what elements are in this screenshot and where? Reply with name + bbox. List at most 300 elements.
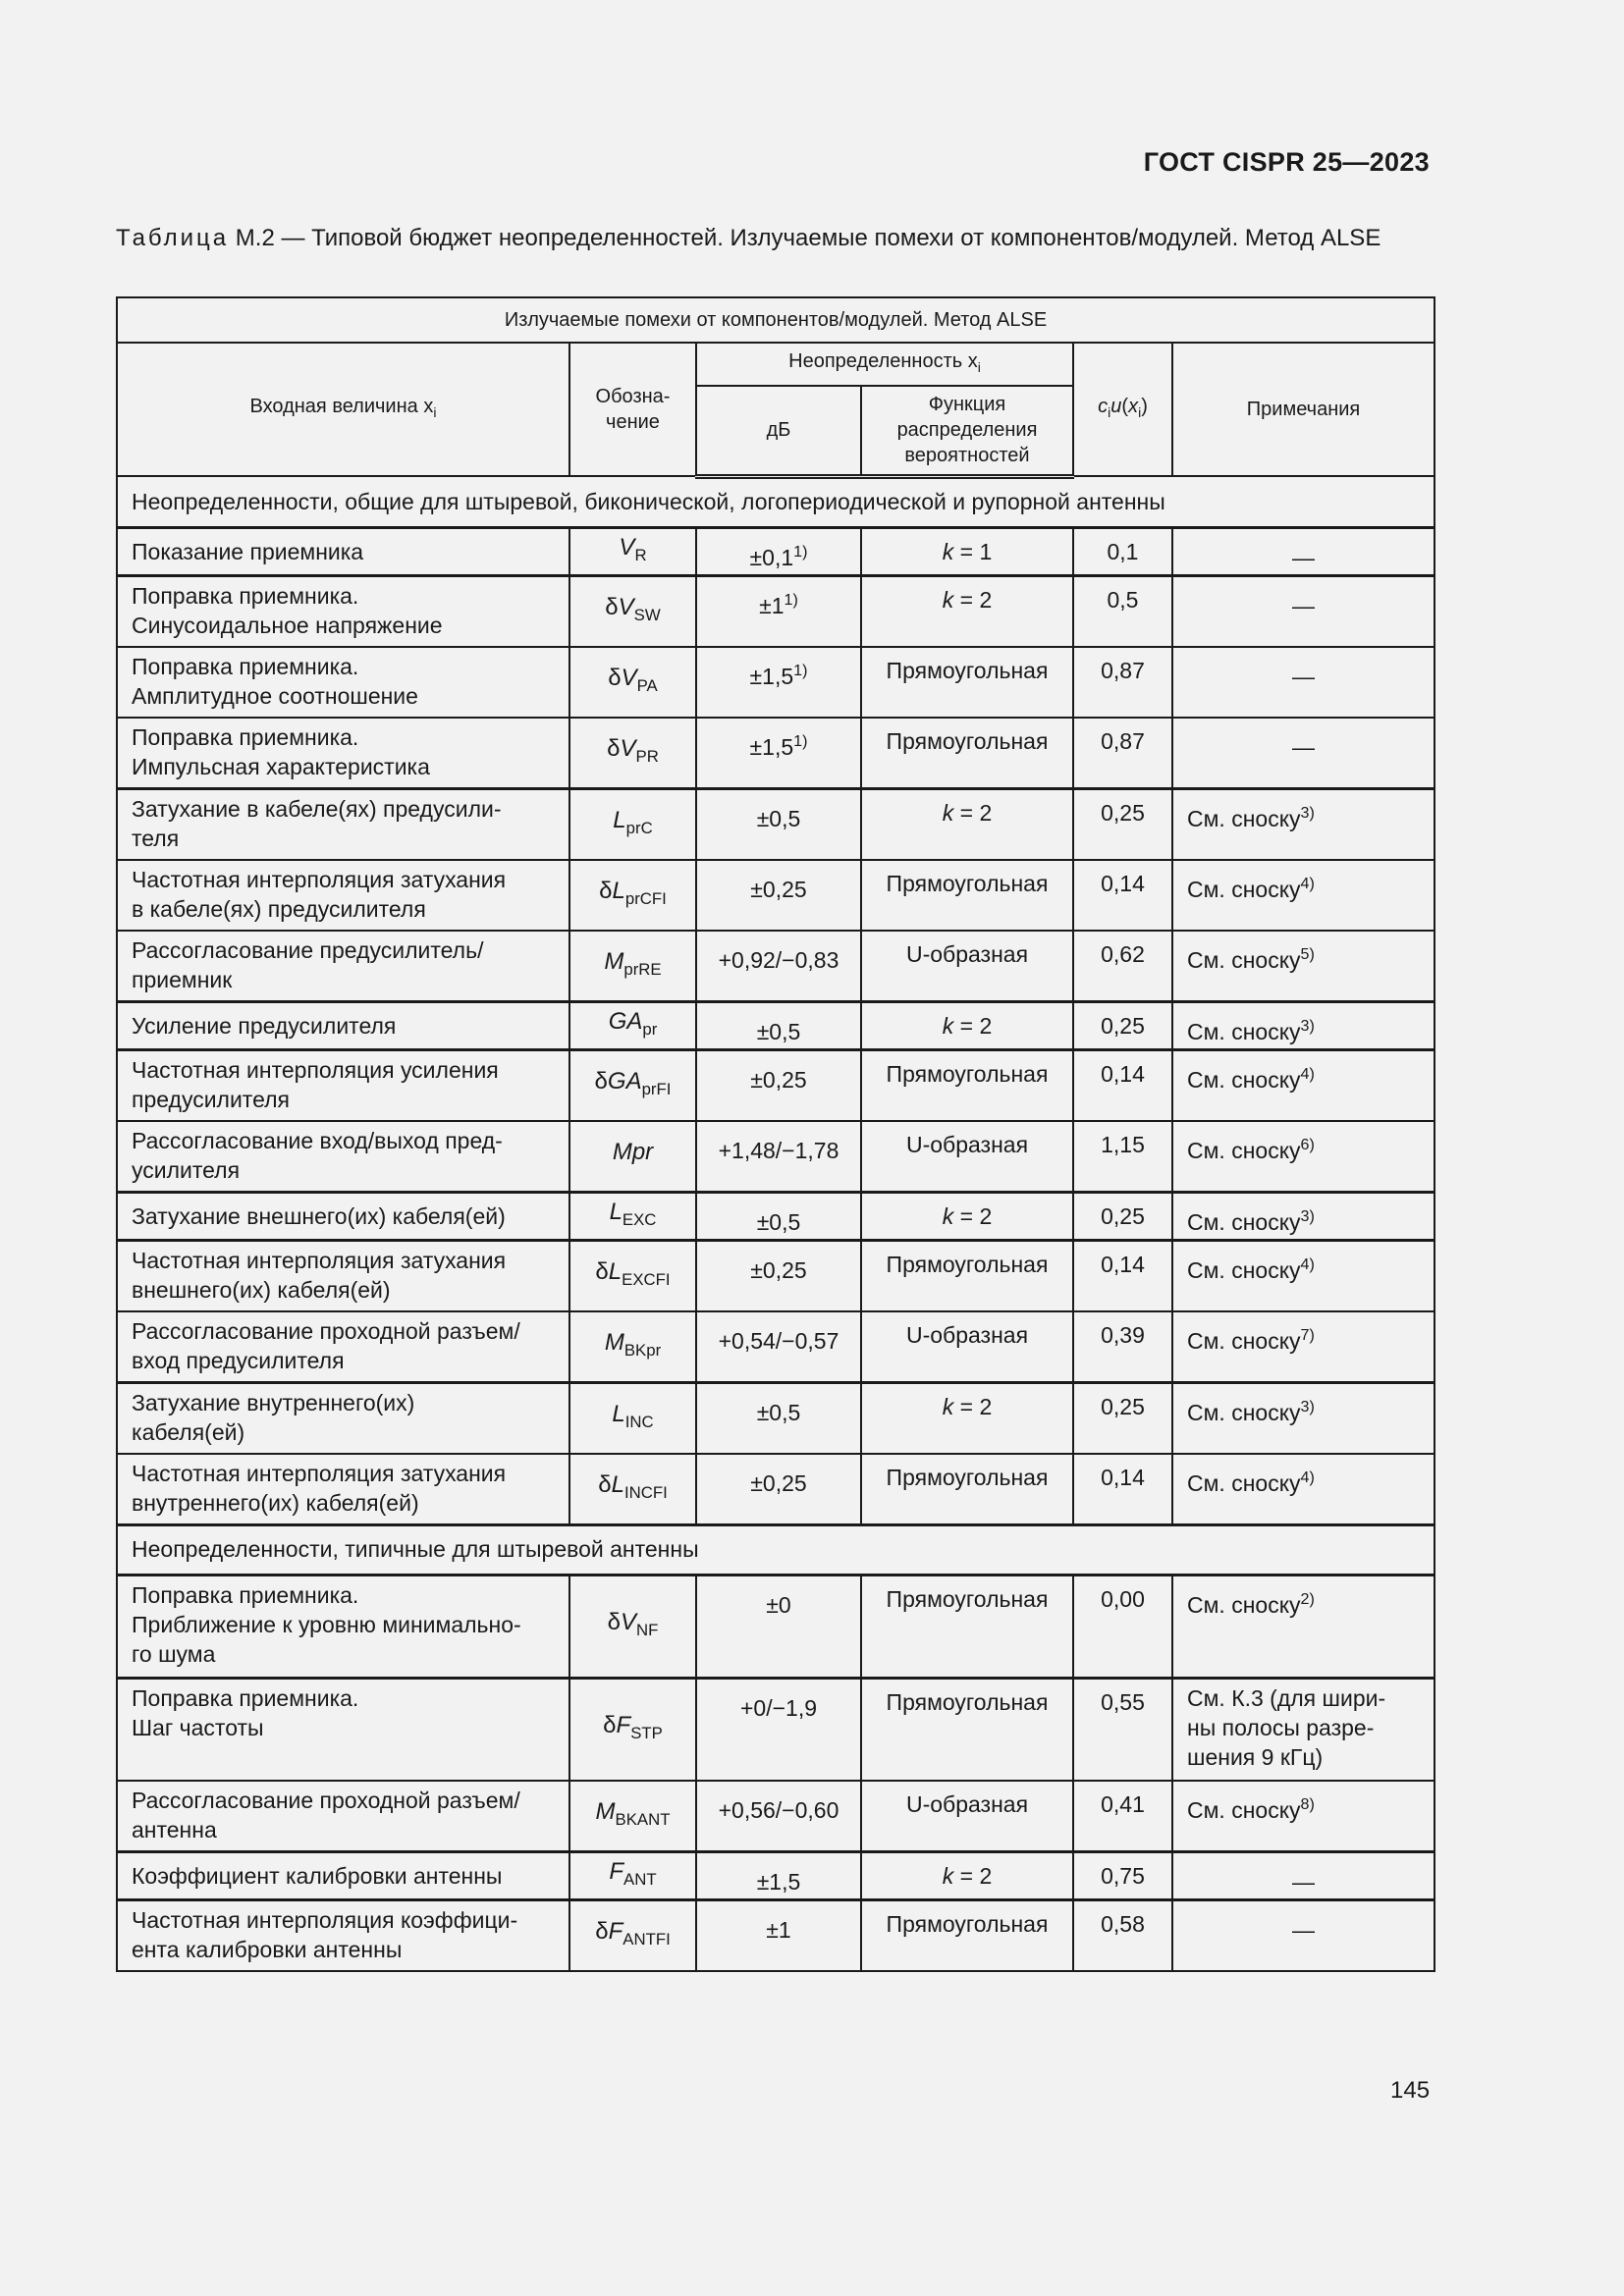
notes-cell	[1172, 931, 1435, 1002]
distribution-cell: Прямоугольная	[861, 647, 1073, 718]
designation-cell	[569, 1454, 696, 1525]
uncertainty-value: ±0,1	[749, 544, 794, 570]
symbol-subscript: PR	[635, 746, 659, 766]
symbol: Mpr	[612, 1138, 654, 1165]
distribution-cell: k = 2	[861, 788, 1073, 860]
uncertainty-value: ±1,5	[749, 663, 794, 689]
distribution-cell: U-образная	[861, 931, 1073, 1002]
table-row	[117, 1001, 1435, 1049]
uncertainty-value: +0,92/−0,83	[718, 946, 839, 973]
uncertainty-db-cell	[696, 1382, 861, 1454]
uncertainty-value: ±0,25	[750, 1469, 807, 1496]
input-quantity-line: Поправка приемника.	[132, 1684, 359, 1711]
input-quantity-line: Усиление предусилителя	[132, 1012, 397, 1039]
delta-prefix: δ	[607, 1608, 621, 1635]
symbol-subscript: INC	[624, 1412, 654, 1431]
input-quantity-line: приемник	[132, 966, 233, 992]
uncertainty-budget-table	[116, 296, 1435, 1972]
k-factor-symbol: k	[942, 1012, 954, 1039]
symbol-subscript: SW	[633, 605, 661, 624]
input-quantity-cell	[117, 1240, 569, 1311]
uncertainty-db-cell	[696, 718, 861, 789]
table-row	[117, 1382, 1435, 1454]
ci-u-cell: 0,14	[1073, 1240, 1172, 1311]
input-quantity-line: Приближение к уровню минимально-	[132, 1611, 521, 1637]
symbol: V	[619, 533, 635, 561]
symbol: F	[608, 1917, 623, 1945]
note-text: См. сноску	[1187, 876, 1301, 902]
footnote-ref: 3)	[1300, 803, 1315, 822]
symbol: V	[620, 1608, 636, 1635]
note-text: См. сноску	[1187, 946, 1301, 973]
ci-u-cell: 0,62	[1073, 931, 1172, 1002]
k-factor-symbol: k	[942, 1862, 954, 1889]
footnote-ref: 3)	[1300, 1206, 1315, 1225]
symbol: V	[621, 664, 637, 691]
footnote-ref: 3)	[1300, 1016, 1315, 1035]
uncertainty-value: ±1,5	[756, 1868, 801, 1895]
symbol: F	[616, 1711, 631, 1738]
uncertainty-db-cell	[696, 1454, 861, 1525]
input-quantity-line: теля	[132, 825, 180, 851]
table-row	[117, 1121, 1435, 1193]
uncertainty-value: ±0,5	[756, 805, 801, 831]
footnote-ref: 1)	[793, 731, 808, 750]
table-row	[117, 931, 1435, 1002]
input-quantity-line: Частотная интерполяция коэффици-	[132, 1906, 518, 1933]
input-quantity-line: Синусоидальное напряжение	[132, 612, 443, 638]
symbol: L	[612, 1400, 625, 1427]
note-text: См. сноску	[1187, 1796, 1301, 1823]
symbol-subscript: prRE	[623, 959, 662, 979]
note-text: —	[1292, 1916, 1316, 1943]
footnote-ref: 1)	[784, 590, 798, 609]
notes-cell	[1172, 1240, 1435, 1311]
input-quantity-line: ента калибровки антенны	[132, 1936, 403, 1962]
input-quantity-line: Частотная интерполяция затухания	[132, 1460, 507, 1486]
designation-cell	[569, 1575, 696, 1678]
input-quantity-cell	[117, 1851, 569, 1899]
k-factor-symbol: k	[942, 1393, 954, 1419]
symbol: GA	[608, 1007, 643, 1035]
input-quantity-line: Частотная интерполяция затухания	[132, 866, 507, 892]
notes-cell	[1172, 1575, 1435, 1678]
header-uncertainty: Неопределенность $x_i$	[696, 343, 1073, 386]
input-quantity-line: внешнего(их) кабеля(ей)	[132, 1276, 391, 1303]
symbol-subscript: EXCFI	[622, 1269, 671, 1289]
input-quantity-cell	[117, 1049, 569, 1121]
note-text: —	[1292, 733, 1316, 760]
symbol: M	[604, 1328, 624, 1356]
table-row	[117, 1575, 1435, 1678]
input-quantity-line: Поправка приемника.	[132, 723, 359, 750]
note-text: См. сноску	[1187, 1327, 1301, 1354]
delta-prefix: δ	[598, 1470, 612, 1498]
ci-u-cell: 0,25	[1073, 788, 1172, 860]
ci-u-cell: 0,14	[1073, 1454, 1172, 1525]
uncertainty-value: +0,56/−0,60	[718, 1796, 839, 1823]
table-row	[117, 1049, 1435, 1121]
input-quantity-cell	[117, 1001, 569, 1049]
uncertainty-db-cell	[696, 1121, 861, 1193]
notes-cell	[1172, 1121, 1435, 1193]
distribution-cell: U-образная	[861, 1311, 1073, 1383]
delta-prefix: δ	[605, 593, 619, 620]
note-text: См. сноску	[1187, 1208, 1301, 1235]
footnote-ref: 6)	[1300, 1135, 1315, 1153]
ci-u-cell: 0,25	[1073, 1001, 1172, 1049]
distribution-cell: U-образная	[861, 1121, 1073, 1193]
input-quantity-line: Рассогласование вход/выход пред-	[132, 1127, 503, 1153]
uncertainty-db-cell	[696, 647, 861, 718]
notes-cell	[1172, 788, 1435, 860]
input-quantity-line: Поправка приемника.	[132, 1581, 359, 1608]
uncertainty-db-cell	[696, 1851, 861, 1899]
caption-text: М.2 — Типовой бюджет неопределенностей. Излучаемые помехи от компонентов/модулей. Метод ALSE	[235, 225, 1381, 251]
symbol: L	[611, 1470, 624, 1498]
symbol-subscript: BKANT	[615, 1809, 671, 1829]
input-quantity-cell	[117, 1781, 569, 1852]
notes-cell	[1172, 1382, 1435, 1454]
input-quantity-cell	[117, 1121, 569, 1193]
uncertainty-db-cell	[696, 860, 861, 931]
header-designation: Обозна- чение	[569, 343, 696, 476]
input-quantity-line: Частотная интерполяция затухания	[132, 1247, 507, 1273]
ci-u-cell: 0,55	[1073, 1678, 1172, 1781]
distribution-cell: Прямоугольная	[861, 1454, 1073, 1525]
notes-cell	[1172, 647, 1435, 718]
designation-cell	[569, 1192, 696, 1240]
input-quantity-cell	[117, 1382, 569, 1454]
ci-u-cell: 0,41	[1073, 1781, 1172, 1852]
symbol: L	[612, 877, 625, 904]
designation-cell	[569, 1382, 696, 1454]
notes-cell	[1172, 718, 1435, 789]
notes-cell	[1172, 1678, 1435, 1781]
table-row	[117, 575, 1435, 647]
uncertainty-value: ±0,25	[750, 1066, 807, 1093]
input-quantity-line: Коэффициент калибровки антенны	[132, 1862, 503, 1889]
input-quantity-line: усилителя	[132, 1156, 241, 1183]
uncertainty-value: ±0,25	[750, 876, 807, 902]
input-quantity-line: го шума	[132, 1640, 216, 1667]
designation-cell	[569, 1121, 696, 1193]
table-row	[117, 1781, 1435, 1852]
uncertainty-value: +0/−1,9	[739, 1694, 818, 1721]
footnote-ref: 3)	[1300, 1397, 1315, 1415]
header-db: дБ	[696, 386, 861, 476]
uncertainty-db-cell	[696, 527, 861, 575]
input-quantity-line: предусилителя	[132, 1086, 290, 1112]
distribution-cell: k = 2	[861, 1851, 1073, 1899]
section-row	[117, 1524, 1435, 1575]
uncertainty-value: ±1,5	[749, 733, 794, 760]
symbol: M	[604, 947, 624, 975]
notes-cell	[1172, 860, 1435, 931]
k-factor-symbol: k	[942, 799, 954, 826]
footnote-ref: 4)	[1300, 1468, 1315, 1486]
table-row	[117, 1678, 1435, 1781]
uncertainty-db-cell	[696, 575, 861, 647]
input-quantity-line: Рассогласование проходной разъем/	[132, 1787, 520, 1813]
distribution-cell: k = 2	[861, 575, 1073, 647]
ci-u-cell: 0,25	[1073, 1192, 1172, 1240]
ci-u-cell: 0,00	[1073, 1575, 1172, 1678]
symbol-subscript: ANTFI	[623, 1929, 671, 1949]
note-text: —	[1292, 1868, 1316, 1895]
uncertainty-db-cell	[696, 1192, 861, 1240]
ci-u-cell: 0,25	[1073, 1382, 1172, 1454]
k-factor-symbol: k	[942, 1202, 954, 1229]
note-text: —	[1292, 663, 1316, 689]
ci-u-cell: 1,15	[1073, 1121, 1172, 1193]
designation-cell	[569, 1240, 696, 1311]
distribution-cell: Прямоугольная	[861, 1899, 1073, 1971]
distribution-cell: U-образная	[861, 1781, 1073, 1852]
symbol-subscript: BKpr	[623, 1340, 662, 1360]
input-quantity-line: Частотная интерполяция усиления	[132, 1056, 499, 1083]
designation-cell	[569, 718, 696, 789]
input-quantity-line: вход предусилителя	[132, 1347, 345, 1373]
input-quantity-line: Рассогласование проходной разъем/	[132, 1317, 520, 1344]
input-quantity-line: Амплитудное соотношение	[132, 682, 418, 709]
symbol-subscript: prC	[625, 818, 653, 837]
note-text: См. сноску	[1187, 1137, 1301, 1163]
delta-prefix: δ	[607, 734, 621, 762]
distribution-cell: Прямоугольная	[861, 860, 1073, 931]
delta-prefix: δ	[595, 1257, 609, 1285]
notes-cell	[1172, 527, 1435, 575]
input-quantity-cell	[117, 527, 569, 575]
uncertainty-db-cell	[696, 1240, 861, 1311]
input-quantity-cell	[117, 860, 569, 931]
input-quantity-line: Рассогласование предусилитель/	[132, 936, 484, 963]
input-quantity-cell	[117, 1678, 569, 1781]
input-quantity-line: внутреннего(их) кабеля(ей)	[132, 1489, 419, 1516]
table-row	[117, 1851, 1435, 1899]
k-factor-symbol: k	[942, 586, 954, 613]
uncertainty-value: +1,48/−1,78	[718, 1137, 839, 1163]
designation-cell	[569, 1851, 696, 1899]
distribution-cell: k = 2	[861, 1382, 1073, 1454]
notes-cell	[1172, 1851, 1435, 1899]
uncertainty-value: ±1	[759, 592, 785, 618]
table-row	[117, 788, 1435, 860]
input-quantity-cell	[117, 1311, 569, 1383]
uncertainty-value: ±0,5	[756, 1018, 801, 1044]
symbol: V	[618, 593, 634, 620]
uncertainty-db-cell	[696, 1311, 861, 1383]
input-quantity-cell	[117, 1575, 569, 1678]
designation-cell	[569, 860, 696, 931]
footnote-ref: 5)	[1300, 944, 1315, 963]
distribution-cell: k = 1	[861, 527, 1073, 575]
designation-cell	[569, 575, 696, 647]
delta-prefix: δ	[599, 877, 613, 904]
symbol-subscript: prCFI	[624, 888, 667, 908]
table-row	[117, 1899, 1435, 1971]
notes-cell	[1172, 1781, 1435, 1852]
footnote-ref: 1)	[793, 661, 808, 679]
symbol-subscript: pr	[642, 1019, 658, 1039]
footnote-ref: 1)	[793, 542, 808, 561]
symbol: F	[609, 1857, 624, 1885]
symbol-subscript: NF	[636, 1620, 659, 1639]
page-number: 145	[1390, 2077, 1431, 2104]
delta-prefix: δ	[595, 1917, 609, 1945]
note-line: См. К.3 (для шири-	[1187, 1684, 1386, 1711]
k-factor-symbol: k	[942, 538, 954, 564]
symbol-subscript: PA	[636, 675, 658, 695]
note-text: —	[1292, 592, 1316, 618]
input-quantity-line: Затухание в кабеле(ях) предусили-	[132, 795, 502, 822]
distribution-cell: k = 2	[861, 1192, 1073, 1240]
designation-cell	[569, 788, 696, 860]
header-ci: $c_iu(x_i)$	[1073, 343, 1172, 476]
input-quantity-line: Поправка приемника.	[132, 653, 359, 679]
designation-cell	[569, 1049, 696, 1121]
input-quantity-cell	[117, 718, 569, 789]
note-text: См. сноску	[1187, 805, 1301, 831]
input-quantity-line: Затухание внутреннего(их)	[132, 1389, 415, 1415]
input-quantity-line: Поправка приемника.	[132, 582, 359, 609]
table-row	[117, 860, 1435, 931]
ci-u-cell: 0,14	[1073, 860, 1172, 931]
header-notes: Примечания	[1172, 343, 1435, 476]
uncertainty-db-cell	[696, 788, 861, 860]
notes-cell	[1172, 1899, 1435, 1971]
symbol: L	[613, 806, 626, 833]
table-row	[117, 1240, 1435, 1311]
notes-cell	[1172, 1049, 1435, 1121]
note-line: ны полосы разре-	[1187, 1714, 1375, 1740]
distribution-cell: Прямоугольная	[861, 1678, 1073, 1781]
footnote-ref: 7)	[1300, 1325, 1315, 1344]
ci-u-cell: 0,87	[1073, 647, 1172, 718]
table-row	[117, 647, 1435, 718]
uncertainty-db-cell	[696, 1049, 861, 1121]
input-quantity-cell	[117, 931, 569, 1002]
input-quantity-line: Импульсная характеристика	[132, 753, 430, 779]
table-title: Излучаемые помехи от компонентов/модулей. Метод ALSE	[117, 297, 1435, 343]
input-quantity-cell	[117, 1454, 569, 1525]
notes-cell	[1172, 1311, 1435, 1383]
notes-cell	[1172, 1454, 1435, 1525]
footnote-ref: 4)	[1300, 1255, 1315, 1273]
designation-cell	[569, 1311, 696, 1383]
uncertainty-value: ±0	[766, 1591, 791, 1618]
note-text: См. сноску	[1187, 1399, 1301, 1425]
symbol: M	[595, 1797, 616, 1825]
symbol: GA	[607, 1067, 642, 1095]
note-text: См. сноску	[1187, 1066, 1301, 1093]
footnote-ref: 2)	[1300, 1589, 1315, 1608]
symbol-subscript: prFI	[641, 1079, 672, 1098]
uncertainty-value: ±1	[766, 1916, 791, 1943]
ci-u-cell: 0,14	[1073, 1049, 1172, 1121]
document-code: ГОСТ CISPR 25—2023	[1143, 147, 1430, 177]
uncertainty-value: +0,54/−0,57	[718, 1327, 839, 1354]
input-quantity-cell	[117, 647, 569, 718]
distribution-cell: Прямоугольная	[861, 1575, 1073, 1678]
input-quantity-cell	[117, 1899, 569, 1971]
distribution-cell: Прямоугольная	[861, 718, 1073, 789]
input-quantity-line: кабеля(ей)	[132, 1418, 245, 1445]
distribution-cell: k = 2	[861, 1001, 1073, 1049]
table-caption	[116, 224, 1432, 253]
notes-cell	[1172, 575, 1435, 647]
note-text: См. сноску	[1187, 1256, 1301, 1283]
header-input: Входная величина $x_i$	[117, 343, 569, 476]
ci-u-cell: 0,87	[1073, 718, 1172, 789]
input-quantity-line: Шаг частоты	[132, 1714, 264, 1740]
ci-u-cell: 0,1	[1073, 527, 1172, 575]
section-title: Неопределенности, общие для штыревой, биконической, логопериодической и рупорной антенны	[117, 476, 1435, 527]
input-quantity-line: в кабеле(ях) предусилителя	[132, 895, 426, 922]
footnote-ref: 4)	[1300, 1064, 1315, 1083]
ci-u-cell: 0,5	[1073, 575, 1172, 647]
uncertainty-db-cell	[696, 1001, 861, 1049]
table-row	[117, 1192, 1435, 1240]
delta-prefix: δ	[603, 1711, 617, 1738]
uncertainty-db-cell	[696, 1899, 861, 1971]
footnote-ref: 8)	[1300, 1794, 1315, 1813]
distribution-cell: Прямоугольная	[861, 1240, 1073, 1311]
note-text: —	[1292, 544, 1316, 570]
input-quantity-cell	[117, 1192, 569, 1240]
notes-cell	[1172, 1001, 1435, 1049]
section-row	[117, 476, 1435, 527]
symbol: L	[609, 1198, 623, 1225]
table-row	[117, 527, 1435, 575]
input-quantity-cell	[117, 575, 569, 647]
note-text: См. сноску	[1187, 1469, 1301, 1496]
symbol: L	[608, 1257, 623, 1285]
symbol-subscript: EXC	[622, 1209, 657, 1229]
delta-prefix: δ	[608, 664, 622, 691]
uncertainty-value: ±0,5	[756, 1208, 801, 1235]
note-text: См. сноску	[1187, 1591, 1301, 1618]
note-line: шения 9 кГц)	[1187, 1743, 1324, 1770]
ci-u-cell: 0,58	[1073, 1899, 1172, 1971]
uncertainty-db-cell	[696, 1678, 861, 1781]
footnote-ref: 4)	[1300, 874, 1315, 892]
uncertainty-db-cell	[696, 1781, 861, 1852]
ci-u-cell: 0,39	[1073, 1311, 1172, 1383]
designation-cell	[569, 1001, 696, 1049]
notes-cell	[1172, 1192, 1435, 1240]
input-quantity-line: антенна	[132, 1816, 217, 1842]
ci-u-cell: 0,75	[1073, 1851, 1172, 1899]
caption-label: Таблица	[116, 225, 230, 251]
designation-cell	[569, 1899, 696, 1971]
designation-cell	[569, 527, 696, 575]
table-row	[117, 1454, 1435, 1525]
symbol: V	[620, 734, 636, 762]
designation-cell	[569, 1781, 696, 1852]
input-quantity-line: Затухание внешнего(их) кабеля(ей)	[132, 1202, 506, 1229]
symbol-subscript: INCFI	[623, 1482, 668, 1502]
table-row	[117, 1311, 1435, 1383]
designation-cell	[569, 647, 696, 718]
uncertainty-db-cell	[696, 931, 861, 1002]
uncertainty-value: ±0,25	[750, 1256, 807, 1283]
note-text: См. сноску	[1187, 1018, 1301, 1044]
table-row	[117, 718, 1435, 789]
section-title: Неопределенности, типичные для штыревой антенны	[117, 1524, 1435, 1575]
distribution-cell: Прямоугольная	[861, 1049, 1073, 1121]
designation-cell	[569, 931, 696, 1002]
